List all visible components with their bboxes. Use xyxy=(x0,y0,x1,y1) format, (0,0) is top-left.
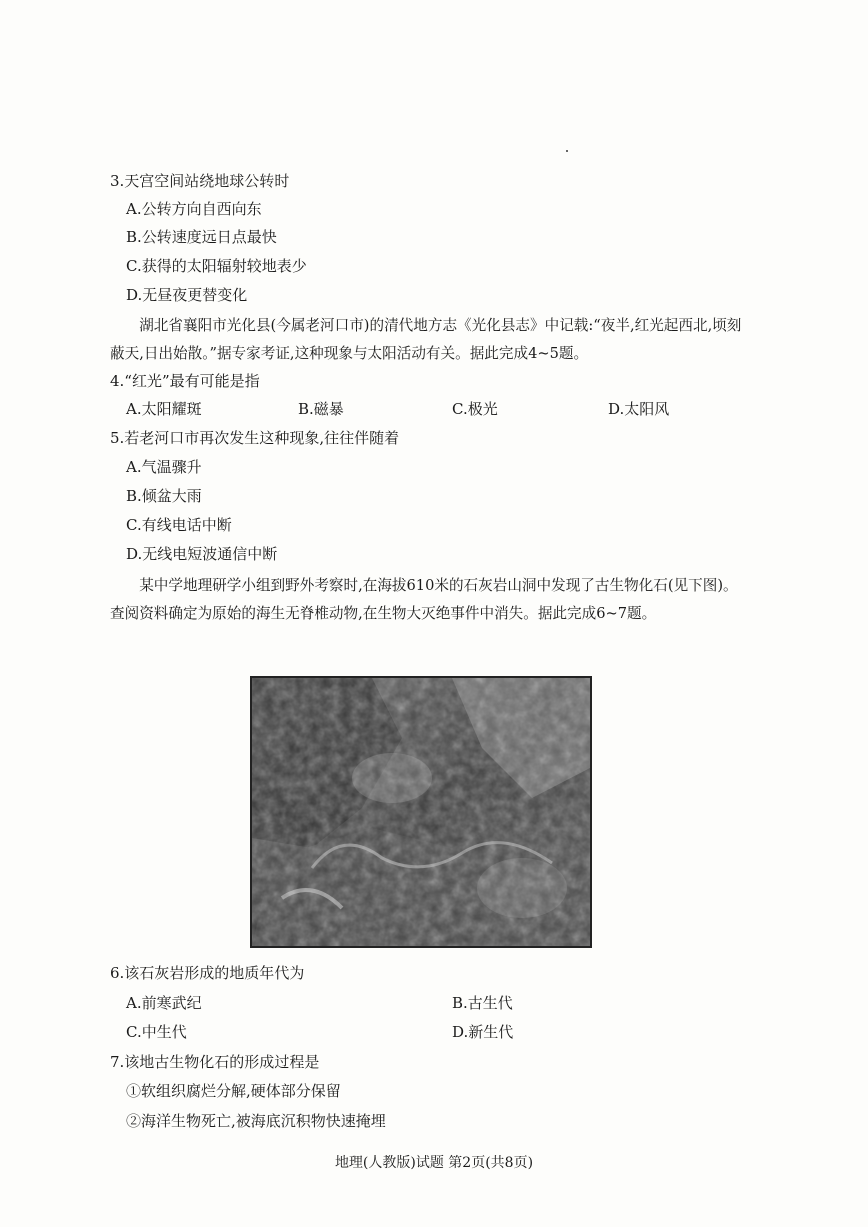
q3-option-a: A.公转方向自西向东 xyxy=(126,200,262,218)
q6-option-b: B.古生代 xyxy=(452,994,513,1012)
scan-speck xyxy=(566,150,568,152)
fossil-rock-image xyxy=(252,678,590,946)
q6-option-c: C.中生代 xyxy=(126,1023,187,1041)
passage-fossil: 某中学地理研学小组到野外考察时,在海拔610米的石灰岩山洞中发现了古生物化石(见下图)。查阅资料确定为原始的海生无脊椎动物,在生物大灭绝事件中消失。据此完成6~7题。 xyxy=(110,577,738,622)
q3-option-c: C.获得的太阳辐射较地表少 xyxy=(126,257,307,275)
q6-stem: 6.该石灰岩形成的地质年代为 xyxy=(110,964,305,982)
q3-stem: 3.天宫空间站绕地球公转时 xyxy=(110,172,290,190)
q7-stem: 7.该地古生物化石的形成过程是 xyxy=(110,1053,320,1071)
q3-option-b: B.公转速度远日点最快 xyxy=(126,228,277,246)
q5-option-b: B.倾盆大雨 xyxy=(126,487,202,505)
q5-option-a: A.气温骤升 xyxy=(126,458,202,476)
q6-option-a: A.前寒武纪 xyxy=(126,994,202,1012)
q7-item-1: ①软组织腐烂分解,硬体部分保留 xyxy=(126,1082,341,1100)
q4-option-c: C.极光 xyxy=(452,400,498,418)
q5-option-c: C.有线电话中断 xyxy=(126,516,232,534)
q5-option-d: D.无线电短波通信中断 xyxy=(126,545,278,563)
q5-stem: 5.若老河口市再次发生这种现象,往往伴随着 xyxy=(110,429,400,447)
passage-guanghua: 湖北省襄阳市光化县(今属老河口市)的清代地方志《光化县志》中记载:“夜半,红光起西北,顷刻蔽天,日出始散。”据专家考证,这种现象与太阳活动有关。据此完成4~5题。 xyxy=(110,317,742,362)
q7-item-2: ②海洋生物死亡,被海底沉积物快速掩埋 xyxy=(126,1112,386,1130)
q4-option-b: B.磁暴 xyxy=(298,400,344,418)
page-footer: 地理(人教版)试题 第2页(共8页) xyxy=(334,1155,534,1171)
q4-option-a: A.太阳耀斑 xyxy=(126,400,202,418)
q3-option-d: D.无昼夜更替变化 xyxy=(126,286,248,304)
fossil-photo xyxy=(250,676,592,948)
q4-option-d: D.太阳风 xyxy=(608,400,670,418)
q6-option-d: D.新生代 xyxy=(452,1023,514,1041)
q4-stem: 4.“红光”最有可能是指 xyxy=(110,372,260,390)
